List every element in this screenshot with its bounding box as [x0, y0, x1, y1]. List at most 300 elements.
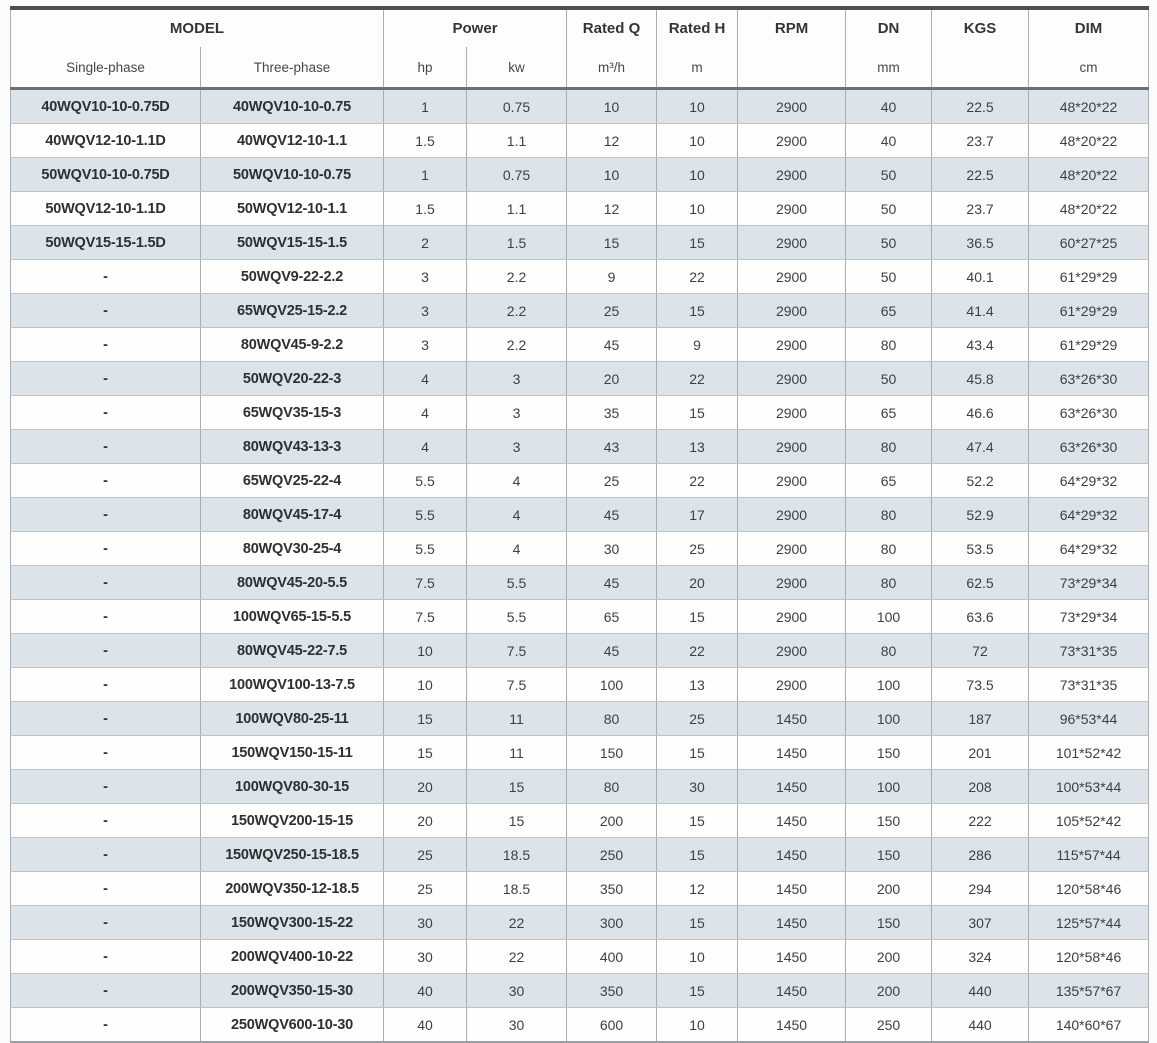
- cell-three-phase: 80WQV45-9-2.2: [201, 328, 384, 362]
- cell-dim: 48*20*22: [1029, 124, 1149, 158]
- cell-dn: 40: [846, 124, 932, 158]
- cell-kw: 4: [467, 532, 567, 566]
- cell-kw: 7.5: [467, 634, 567, 668]
- cell-rpm: 1450: [738, 702, 846, 736]
- table-row: [11, 600, 1149, 634]
- cell-rated-q: 35: [567, 396, 657, 430]
- cell-rated-h: 10: [657, 1008, 738, 1043]
- cell-kw: 18.5: [467, 872, 567, 906]
- cell-rpm: 1450: [738, 770, 846, 804]
- spec-table: [10, 6, 1149, 1043]
- spec-table-body: [11, 89, 1149, 1043]
- cell-kw: 0.75: [467, 158, 567, 192]
- table-row: [11, 89, 1149, 124]
- cell-kw: 7.5: [467, 668, 567, 702]
- header-three-phase: Three-phase: [201, 47, 384, 89]
- cell-dim: 48*20*22: [1029, 158, 1149, 192]
- cell-kgs: 36.5: [932, 226, 1029, 260]
- cell-rated-q: 250: [567, 838, 657, 872]
- table-row: [11, 396, 1149, 430]
- cell-dim: 60*27*25: [1029, 226, 1149, 260]
- cell-rated-q: 80: [567, 702, 657, 736]
- header-rated-h-unit: m: [657, 47, 738, 89]
- cell-rpm: 2900: [738, 328, 846, 362]
- cell-kgs: 440: [932, 1008, 1029, 1043]
- cell-rpm: 2900: [738, 430, 846, 464]
- cell-dn: 100: [846, 600, 932, 634]
- cell-rated-h: 25: [657, 702, 738, 736]
- cell-kgs: 222: [932, 804, 1029, 838]
- cell-single-phase: 50WQV10-10-0.75D: [11, 158, 201, 192]
- header-dim: DIM: [1029, 8, 1149, 47]
- cell-hp: 10: [384, 634, 467, 668]
- table-row: [11, 974, 1149, 1008]
- cell-hp: 20: [384, 770, 467, 804]
- cell-dn: 40: [846, 89, 932, 124]
- cell-hp: 2: [384, 226, 467, 260]
- cell-rated-h: 22: [657, 634, 738, 668]
- header-dn-unit: mm: [846, 47, 932, 89]
- cell-hp: 10: [384, 668, 467, 702]
- cell-kgs: 286: [932, 838, 1029, 872]
- cell-dn: 80: [846, 634, 932, 668]
- cell-three-phase: 100WQV80-25-11: [201, 702, 384, 736]
- cell-hp: 20: [384, 804, 467, 838]
- cell-kgs: 307: [932, 906, 1029, 940]
- table-row: [11, 940, 1149, 974]
- cell-rated-h: 15: [657, 974, 738, 1008]
- cell-hp: 25: [384, 872, 467, 906]
- cell-kgs: 324: [932, 940, 1029, 974]
- cell-rpm: 2900: [738, 498, 846, 532]
- cell-rated-q: 9: [567, 260, 657, 294]
- cell-rpm: 2900: [738, 124, 846, 158]
- table-row: [11, 260, 1149, 294]
- cell-kgs: 294: [932, 872, 1029, 906]
- cell-single-phase: -: [11, 940, 201, 974]
- cell-dn: 200: [846, 940, 932, 974]
- header-group-row: [11, 8, 1149, 47]
- table-row: [11, 464, 1149, 498]
- cell-dim: 63*26*30: [1029, 362, 1149, 396]
- cell-rated-h: 15: [657, 294, 738, 328]
- cell-rated-h: 15: [657, 838, 738, 872]
- cell-kgs: 201: [932, 736, 1029, 770]
- table-row: [11, 192, 1149, 226]
- cell-kw: 2.2: [467, 294, 567, 328]
- cell-rated-h: 17: [657, 498, 738, 532]
- cell-rpm: 1450: [738, 906, 846, 940]
- cell-hp: 15: [384, 702, 467, 736]
- cell-rpm: 2900: [738, 600, 846, 634]
- cell-rated-q: 400: [567, 940, 657, 974]
- cell-dim: 115*57*44: [1029, 838, 1149, 872]
- cell-kw: 11: [467, 736, 567, 770]
- cell-dn: 200: [846, 872, 932, 906]
- table-row: [11, 532, 1149, 566]
- cell-hp: 3: [384, 328, 467, 362]
- cell-kgs: 46.6: [932, 396, 1029, 430]
- table-row: [11, 226, 1149, 260]
- cell-three-phase: 150WQV300-15-22: [201, 906, 384, 940]
- table-row: [11, 158, 1149, 192]
- cell-dim: 64*29*32: [1029, 498, 1149, 532]
- cell-single-phase: 40WQV10-10-0.75D: [11, 89, 201, 124]
- table-row: [11, 906, 1149, 940]
- cell-rpm: 2900: [738, 532, 846, 566]
- cell-three-phase: 50WQV9-22-2.2: [201, 260, 384, 294]
- cell-single-phase: -: [11, 396, 201, 430]
- cell-hp: 4: [384, 362, 467, 396]
- cell-dn: 250: [846, 1008, 932, 1043]
- cell-rated-q: 25: [567, 294, 657, 328]
- cell-rpm: 2900: [738, 260, 846, 294]
- cell-single-phase: 40WQV12-10-1.1D: [11, 124, 201, 158]
- cell-hp: 30: [384, 940, 467, 974]
- cell-single-phase: -: [11, 328, 201, 362]
- cell-single-phase: -: [11, 498, 201, 532]
- cell-single-phase: 50WQV15-15-1.5D: [11, 226, 201, 260]
- table-row: [11, 872, 1149, 906]
- cell-rated-q: 80: [567, 770, 657, 804]
- cell-kw: 1.1: [467, 124, 567, 158]
- cell-single-phase: -: [11, 872, 201, 906]
- cell-kgs: 187: [932, 702, 1029, 736]
- cell-rated-h: 30: [657, 770, 738, 804]
- cell-kgs: 72: [932, 634, 1029, 668]
- cell-kgs: 41.4: [932, 294, 1029, 328]
- cell-kgs: 73.5: [932, 668, 1029, 702]
- cell-rated-q: 300: [567, 906, 657, 940]
- cell-dim: 61*29*29: [1029, 328, 1149, 362]
- table-row: [11, 430, 1149, 464]
- cell-kw: 0.75: [467, 89, 567, 124]
- cell-dim: 63*26*30: [1029, 396, 1149, 430]
- cell-kw: 5.5: [467, 566, 567, 600]
- cell-rated-h: 15: [657, 804, 738, 838]
- cell-dim: 63*26*30: [1029, 430, 1149, 464]
- table-row: [11, 362, 1149, 396]
- cell-dn: 50: [846, 362, 932, 396]
- cell-three-phase: 200WQV350-12-18.5: [201, 872, 384, 906]
- cell-kw: 2.2: [467, 328, 567, 362]
- table-row: [11, 328, 1149, 362]
- cell-rated-q: 45: [567, 498, 657, 532]
- cell-kw: 18.5: [467, 838, 567, 872]
- cell-rated-q: 43: [567, 430, 657, 464]
- cell-single-phase: -: [11, 702, 201, 736]
- cell-three-phase: 200WQV400-10-22: [201, 940, 384, 974]
- cell-dim: 61*29*29: [1029, 294, 1149, 328]
- cell-rated-h: 22: [657, 362, 738, 396]
- cell-kgs: 22.5: [932, 89, 1029, 124]
- cell-hp: 1.5: [384, 124, 467, 158]
- cell-kw: 22: [467, 906, 567, 940]
- cell-three-phase: 80WQV43-13-3: [201, 430, 384, 464]
- cell-single-phase: -: [11, 294, 201, 328]
- header-dn: DN: [846, 8, 932, 47]
- cell-rated-h: 20: [657, 566, 738, 600]
- table-row: [11, 838, 1149, 872]
- cell-rated-h: 10: [657, 940, 738, 974]
- cell-three-phase: 150WQV250-15-18.5: [201, 838, 384, 872]
- cell-kgs: 23.7: [932, 192, 1029, 226]
- table-header: [11, 8, 1149, 89]
- cell-three-phase: 100WQV65-15-5.5: [201, 600, 384, 634]
- cell-kgs: 63.6: [932, 600, 1029, 634]
- cell-rated-q: 600: [567, 1008, 657, 1043]
- cell-hp: 40: [384, 974, 467, 1008]
- header-hp: hp: [384, 47, 467, 89]
- cell-kw: 30: [467, 974, 567, 1008]
- cell-rated-h: 15: [657, 906, 738, 940]
- cell-kw: 1.1: [467, 192, 567, 226]
- cell-rpm: 1450: [738, 872, 846, 906]
- header-kgs: KGS: [932, 8, 1029, 89]
- cell-three-phase: 80WQV45-17-4: [201, 498, 384, 532]
- cell-kgs: 52.2: [932, 464, 1029, 498]
- cell-rpm: 2900: [738, 396, 846, 430]
- cell-three-phase: 80WQV30-25-4: [201, 532, 384, 566]
- cell-rated-h: 15: [657, 396, 738, 430]
- cell-dn: 150: [846, 906, 932, 940]
- cell-rated-q: 12: [567, 192, 657, 226]
- cell-dn: 80: [846, 430, 932, 464]
- cell-kw: 3: [467, 396, 567, 430]
- cell-single-phase: -: [11, 668, 201, 702]
- cell-kw: 15: [467, 770, 567, 804]
- cell-rated-h: 15: [657, 600, 738, 634]
- cell-kw: 3: [467, 430, 567, 464]
- cell-rpm: 1450: [738, 974, 846, 1008]
- cell-single-phase: -: [11, 634, 201, 668]
- cell-three-phase: 100WQV100-13-7.5: [201, 668, 384, 702]
- cell-rated-q: 30: [567, 532, 657, 566]
- table-row: [11, 668, 1149, 702]
- cell-rated-q: 10: [567, 158, 657, 192]
- cell-kw: 4: [467, 464, 567, 498]
- cell-single-phase: -: [11, 736, 201, 770]
- cell-dn: 100: [846, 770, 932, 804]
- cell-dim: 120*58*46: [1029, 940, 1149, 974]
- cell-rated-h: 13: [657, 668, 738, 702]
- cell-hp: 4: [384, 396, 467, 430]
- cell-three-phase: 80WQV45-20-5.5: [201, 566, 384, 600]
- cell-rated-q: 350: [567, 872, 657, 906]
- cell-dn: 65: [846, 396, 932, 430]
- header-rated-h: Rated H: [657, 8, 738, 47]
- cell-rated-h: 22: [657, 260, 738, 294]
- cell-hp: 4: [384, 430, 467, 464]
- cell-single-phase: -: [11, 1008, 201, 1043]
- cell-hp: 7.5: [384, 566, 467, 600]
- cell-kgs: 40.1: [932, 260, 1029, 294]
- cell-rpm: 1450: [738, 940, 846, 974]
- cell-three-phase: 65WQV25-22-4: [201, 464, 384, 498]
- header-kw: kw: [467, 47, 567, 89]
- table-row: [11, 736, 1149, 770]
- cell-rpm: 2900: [738, 362, 846, 396]
- cell-dim: 64*29*32: [1029, 464, 1149, 498]
- cell-dim: 48*20*22: [1029, 89, 1149, 124]
- cell-rated-q: 100: [567, 668, 657, 702]
- table-row: [11, 498, 1149, 532]
- cell-rated-q: 200: [567, 804, 657, 838]
- cell-kw: 2.2: [467, 260, 567, 294]
- cell-single-phase: -: [11, 906, 201, 940]
- cell-dim: 135*57*67: [1029, 974, 1149, 1008]
- cell-kw: 3: [467, 362, 567, 396]
- cell-rated-q: 150: [567, 736, 657, 770]
- cell-three-phase: 65WQV35-15-3: [201, 396, 384, 430]
- cell-kgs: 62.5: [932, 566, 1029, 600]
- table-row: [11, 770, 1149, 804]
- cell-dn: 100: [846, 668, 932, 702]
- cell-rpm: 1450: [738, 804, 846, 838]
- cell-rpm: 2900: [738, 464, 846, 498]
- cell-hp: 3: [384, 294, 467, 328]
- cell-rated-h: 10: [657, 89, 738, 124]
- cell-kgs: 53.5: [932, 532, 1029, 566]
- cell-dim: 125*57*44: [1029, 906, 1149, 940]
- cell-three-phase: 50WQV12-10-1.1: [201, 192, 384, 226]
- cell-single-phase: -: [11, 838, 201, 872]
- cell-dim: 48*20*22: [1029, 192, 1149, 226]
- header-rpm: RPM: [738, 8, 846, 89]
- cell-dn: 50: [846, 158, 932, 192]
- cell-rated-h: 10: [657, 192, 738, 226]
- cell-dn: 50: [846, 226, 932, 260]
- cell-rpm: 2900: [738, 668, 846, 702]
- cell-three-phase: 65WQV25-15-2.2: [201, 294, 384, 328]
- table-row: [11, 566, 1149, 600]
- cell-three-phase: 250WQV600-10-30: [201, 1008, 384, 1043]
- cell-rpm: 2900: [738, 158, 846, 192]
- cell-dn: 65: [846, 464, 932, 498]
- cell-hp: 5.5: [384, 532, 467, 566]
- cell-single-phase: -: [11, 260, 201, 294]
- cell-rated-h: 10: [657, 158, 738, 192]
- cell-kgs: 45.8: [932, 362, 1029, 396]
- cell-rpm: 2900: [738, 566, 846, 600]
- cell-kgs: 208: [932, 770, 1029, 804]
- cell-three-phase: 200WQV350-15-30: [201, 974, 384, 1008]
- cell-dim: 73*31*35: [1029, 634, 1149, 668]
- cell-dn: 80: [846, 566, 932, 600]
- cell-kw: 30: [467, 1008, 567, 1043]
- cell-rated-h: 15: [657, 736, 738, 770]
- cell-dn: 80: [846, 532, 932, 566]
- cell-rated-q: 15: [567, 226, 657, 260]
- cell-single-phase: -: [11, 532, 201, 566]
- cell-rated-h: 25: [657, 532, 738, 566]
- cell-hp: 5.5: [384, 498, 467, 532]
- cell-rpm: 2900: [738, 89, 846, 124]
- cell-kw: 1.5: [467, 226, 567, 260]
- cell-single-phase: 50WQV12-10-1.1D: [11, 192, 201, 226]
- header-power: Power: [384, 8, 567, 47]
- cell-hp: 3: [384, 260, 467, 294]
- cell-dim: 101*52*42: [1029, 736, 1149, 770]
- cell-rated-h: 13: [657, 430, 738, 464]
- cell-dn: 100: [846, 702, 932, 736]
- cell-three-phase: 50WQV15-15-1.5: [201, 226, 384, 260]
- cell-rated-q: 25: [567, 464, 657, 498]
- cell-rpm: 2900: [738, 294, 846, 328]
- cell-three-phase: 50WQV10-10-0.75: [201, 158, 384, 192]
- cell-single-phase: -: [11, 464, 201, 498]
- cell-dim: 73*29*34: [1029, 600, 1149, 634]
- cell-single-phase: -: [11, 600, 201, 634]
- cell-rpm: 1450: [738, 1008, 846, 1043]
- cell-rated-h: 15: [657, 226, 738, 260]
- cell-dn: 80: [846, 328, 932, 362]
- cell-dim: 73*29*34: [1029, 566, 1149, 600]
- table-row: [11, 702, 1149, 736]
- cell-three-phase: 150WQV150-15-11: [201, 736, 384, 770]
- cell-single-phase: -: [11, 362, 201, 396]
- cell-hp: 5.5: [384, 464, 467, 498]
- cell-hp: 1: [384, 89, 467, 124]
- cell-kgs: 47.4: [932, 430, 1029, 464]
- cell-dn: 150: [846, 736, 932, 770]
- cell-hp: 30: [384, 906, 467, 940]
- cell-dn: 200: [846, 974, 932, 1008]
- cell-rated-q: 45: [567, 328, 657, 362]
- cell-three-phase: 40WQV12-10-1.1: [201, 124, 384, 158]
- cell-hp: 15: [384, 736, 467, 770]
- header-dim-unit: cm: [1029, 47, 1149, 89]
- cell-dim: 140*60*67: [1029, 1008, 1149, 1043]
- table-row: [11, 1008, 1149, 1043]
- cell-three-phase: 40WQV10-10-0.75: [201, 89, 384, 124]
- cell-hp: 1.5: [384, 192, 467, 226]
- cell-dim: 120*58*46: [1029, 872, 1149, 906]
- cell-single-phase: -: [11, 974, 201, 1008]
- cell-kw: 22: [467, 940, 567, 974]
- cell-single-phase: -: [11, 430, 201, 464]
- cell-rpm: 1450: [738, 838, 846, 872]
- cell-three-phase: 80WQV45-22-7.5: [201, 634, 384, 668]
- cell-dim: 100*53*44: [1029, 770, 1149, 804]
- cell-kw: 15: [467, 804, 567, 838]
- cell-rated-q: 12: [567, 124, 657, 158]
- cell-kgs: 52.9: [932, 498, 1029, 532]
- cell-rpm: 1450: [738, 736, 846, 770]
- cell-rated-q: 45: [567, 566, 657, 600]
- cell-rated-q: 10: [567, 89, 657, 124]
- cell-dim: 64*29*32: [1029, 532, 1149, 566]
- cell-dn: 65: [846, 294, 932, 328]
- cell-rated-h: 22: [657, 464, 738, 498]
- header-model: MODEL: [11, 8, 384, 47]
- cell-single-phase: -: [11, 770, 201, 804]
- cell-hp: 7.5: [384, 600, 467, 634]
- table-row: [11, 804, 1149, 838]
- header-rated-q-unit: m³/h: [567, 47, 657, 89]
- cell-kgs: 22.5: [932, 158, 1029, 192]
- cell-kgs: 23.7: [932, 124, 1029, 158]
- cell-rated-q: 350: [567, 974, 657, 1008]
- cell-three-phase: 100WQV80-30-15: [201, 770, 384, 804]
- cell-rated-q: 20: [567, 362, 657, 396]
- cell-rpm: 2900: [738, 226, 846, 260]
- cell-rated-h: 12: [657, 872, 738, 906]
- cell-rated-h: 9: [657, 328, 738, 362]
- cell-dn: 50: [846, 192, 932, 226]
- header-single-phase: Single-phase: [11, 47, 201, 89]
- header-rated-q: Rated Q: [567, 8, 657, 47]
